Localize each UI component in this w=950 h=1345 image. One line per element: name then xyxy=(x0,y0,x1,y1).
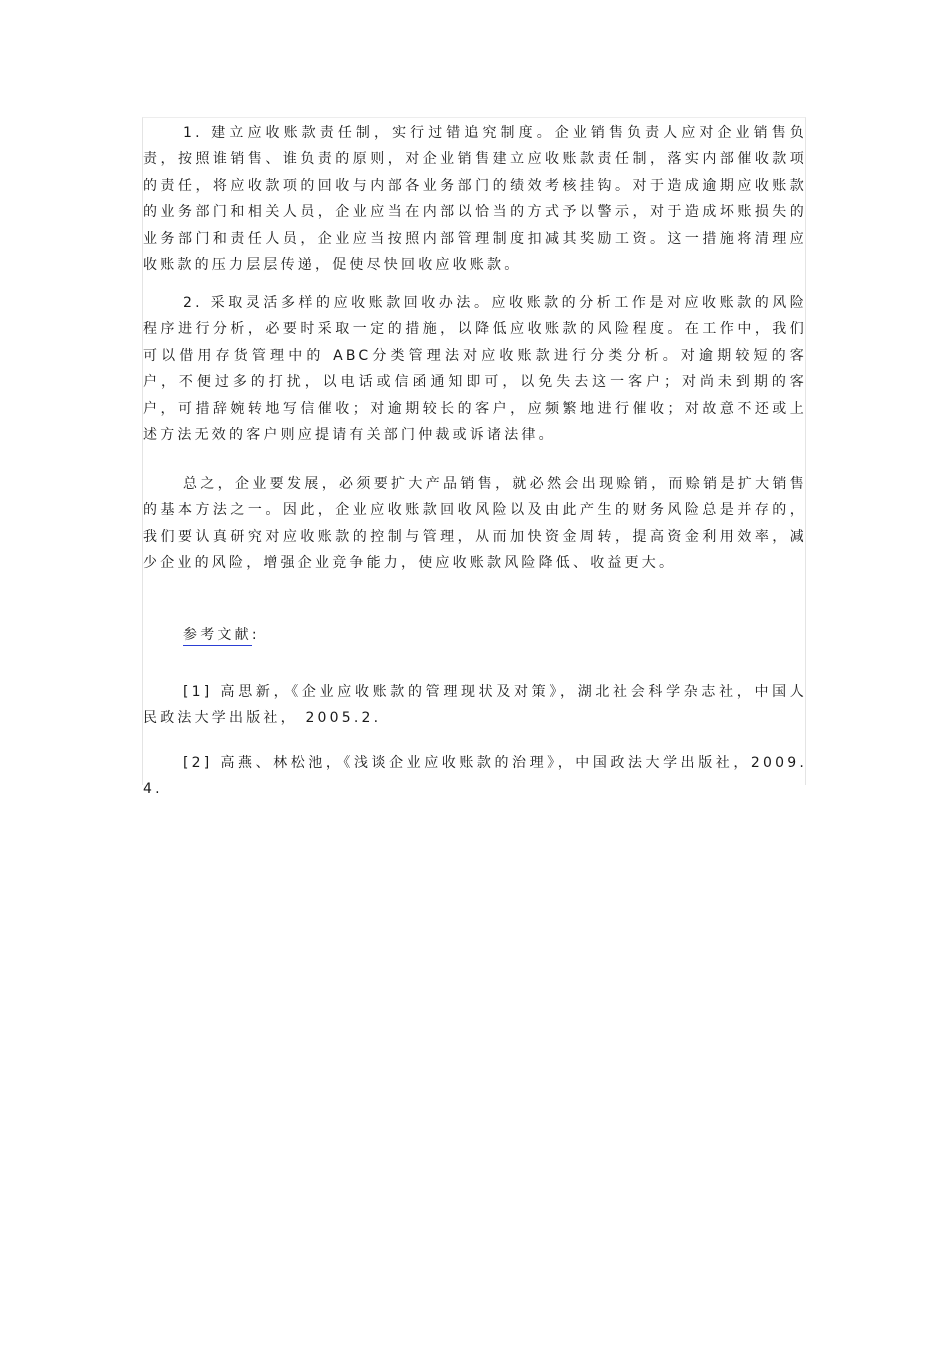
references-heading-colon: : xyxy=(251,627,260,643)
references-heading xyxy=(183,622,260,648)
document-page xyxy=(142,117,807,798)
paragraph-collection-methods: 2. 采取灵活多样的应收账款回收办法。应收账款的分析工作是对应收账款的风险程序进行分析，必要时采取一定的措施，以降低应收账款的风险程度。在工作中，我们可以借用存货管理中的 ABC分类管理法对应收账款进行分类分析。对逾期较短的客户，不便过多的打扰，以电话或信函通知即可，以免失去这一客户；对尚未到期的客户，可措辞婉转地写信催收；对逾期较长的客户，应频繁地进行催收；对故意不还或上述方法无效的客户则应提请有关部门仲裁或诉诸法律。 xyxy=(143,295,807,444)
paragraph-responsibility-system: 1. 建立应收账款责任制，实行过错追究制度。企业销售负责人应对企业销售负责，按照谁销售、谁负责的原则，对企业销售建立应收账款责任制，落实内部催收款项的责任，将应收款项的回收与内部各业务部门的绩效考核挂钩。对于造成逾期应收账款的业务部门和相关人员，企业应当在内部以恰当的方式予以警示，对于造成坏账损失的业务部门和责任人员，企业应当按照内部管理制度扣减其奖励工资。这一措施将清理应收账款的压力层层传递，促使尽快回收应收账款。 xyxy=(143,125,807,274)
paragraph-conclusion: 总之，企业要发展，必须要扩大产品销售，就必然会出现赊销，而赊销是扩大销售的基本方法之一。因此，企业应收账款回收风险以及由此产生的财务风险总是并存的，我们要认真研究对应收账款的控制与管理，从而加快资金周转，提高资金利用效率，减少企业的风险，增强企业竞争能力，使应收账款风险降低、收益更大。 xyxy=(143,476,807,572)
references-heading-link[interactable]: 参考文献 xyxy=(183,627,252,646)
reference-item-1: [1] 高思新，《企业应收账款的管理现状及对策》，湖北社会科学杂志社，中国人民政法大学出版社， 2005.2. xyxy=(143,684,807,727)
reference-item-2: [2] 高燕、林松池，《浅谈企业应收账款的治理》，中国政法大学出版社，2009.4. xyxy=(143,755,807,798)
